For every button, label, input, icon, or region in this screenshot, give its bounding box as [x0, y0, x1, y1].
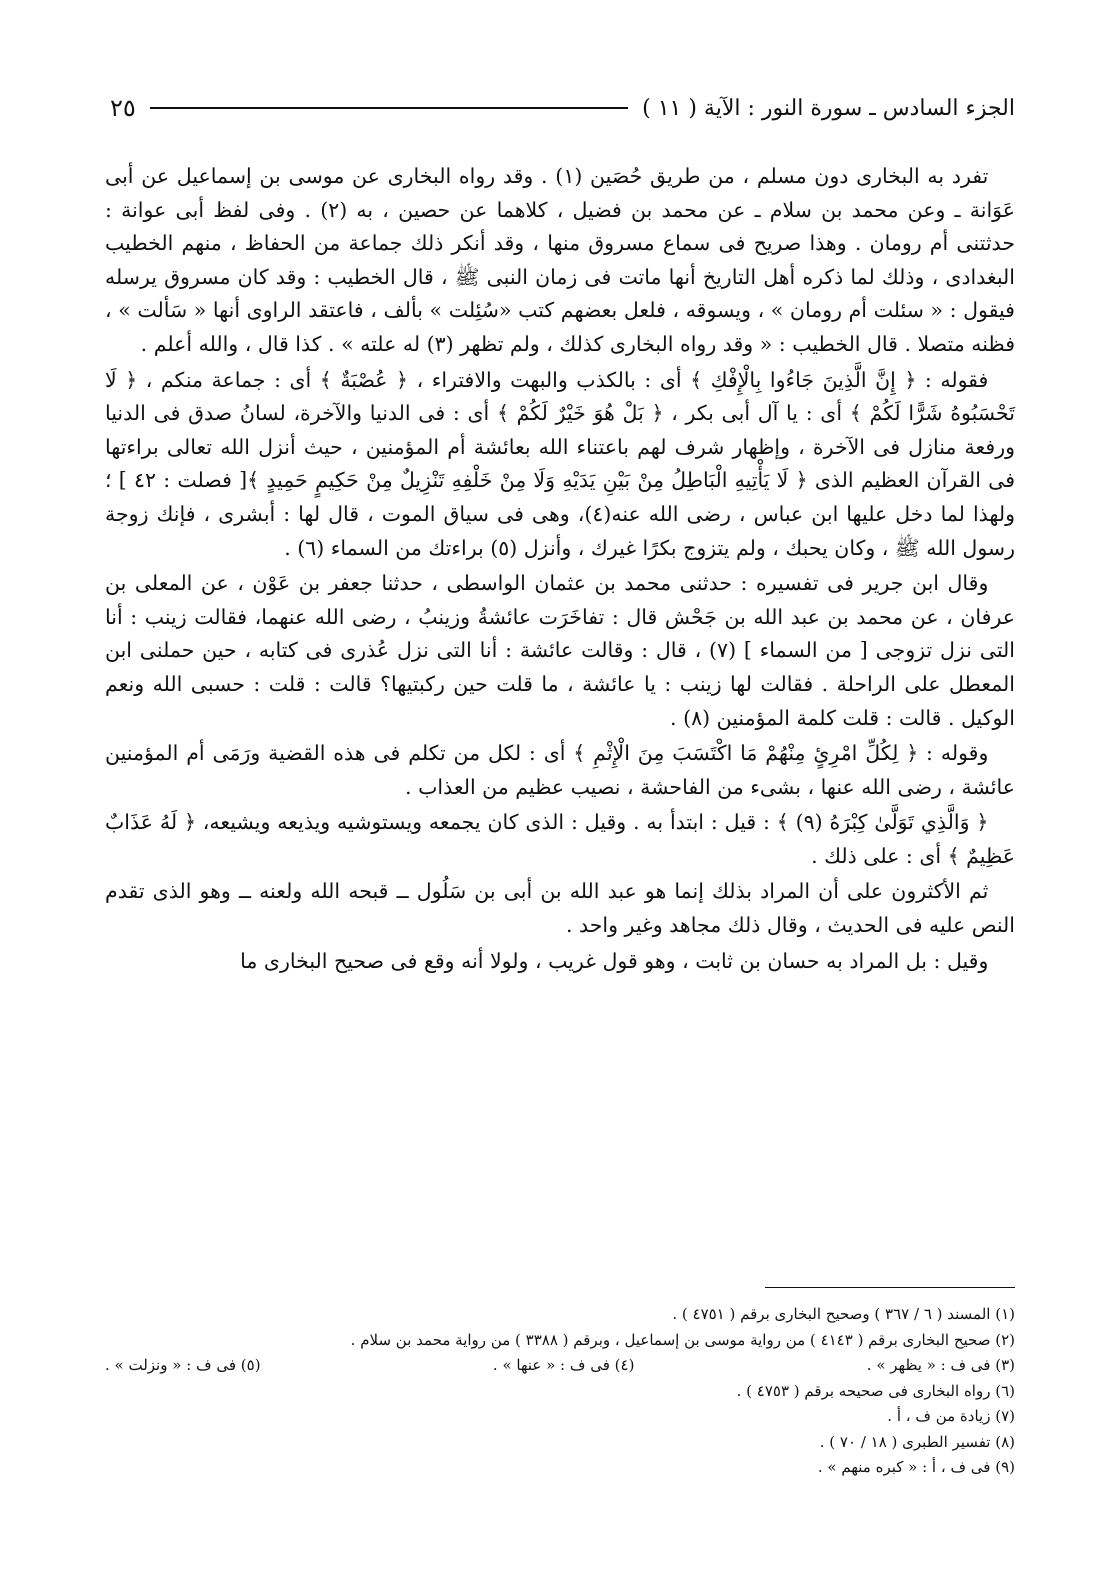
- header-title: الجزء السادس ـ سورة النور : الآية ( ١١ ): [642, 95, 1015, 121]
- paragraph-isnad: تفرد به البخارى دون مسلم ، من طريق حُصَين (١) . وقد رواه البخارى عن موسى بن إسماعيل عن أبى عَوَانة ـ وعن محمد بن سلام ـ عن محمد بن فضيل ، كلاهما عن حصين ، به (٢) . وفى لفظ أبى عوانة : حدثتنى أم رومان . وهذا صريح فى سماع مسروق منها ، وقد أنكر ذلك جماعة من الحفاظ ، منهم الخطيب البغدادى ، وذلك لما ذكره أهل التاريخ أنها ماتت فى زمان النبى ﷺ ، قال الخطيب : وقد كان مسروق يرسله فيقول : « سئلت أم رومان » ، ويسوقه ، فلعل بعضهم كتب «سُئِلت » بألف ، فاعتقد الراوى أنها « سَألت » ، فظنه متصلا . قال الخطيب : « وقد رواه البخارى كذلك ، ولم تظهر (٣) له علته » . كذا قال ، والله أعلم .: [105, 164, 1015, 356]
- paragraph-ifk-explanation: فقوله : ﴿ إِنَّ الَّذِينَ جَاءُوا بِالْإِفْكِ ﴾ أى : بالكذب والبهت والافتراء ، ﴿ عُصْبَةٌ ﴾ أى : جماعة منكم ، ﴿ لَا تَحْسَبُوهُ شَرًّا لَكُمْ ﴾ أى : يا آل أبى بكر ، ﴿ بَلْ هُوَ خَيْرٌ لَكُمْ ﴾ أى : فى الدنيا والآخرة، لسانُ صدق فى الدنيا ورفعة منازل فى الآخرة ، وإظهار شرف لهم باعتناء الله بعائشة أم المؤمنين ، حيث أنزل الله تعالى براءتها فى القرآن العظيم الذى ﴿ لَا يَأْتِيهِ الْبَاطِلُ مِنْ بَيْنِ يَدَيْهِ وَلَا مِنْ خَلْفِهِ تَنْزِيلٌ مِنْ حَكِيمٍ حَمِيدٍ ﴾[ فصلت : ٤٢ ] ؛ ولهذا لما دخل عليها ابن عباس ، رضى الله عنه(٤)، وهى فى سياق الموت ، قال لها : أبشرى ، فإنك زوجة رسول الله ﷺ ، وكان يحبك ، ولم يتزوج بكرًا غيرك ، وأنزل (٥) براءتك من السماء (٦) .: [105, 367, 1016, 560]
- footnote-4: (٤) فى ف : « عنها » .: [492, 1356, 635, 1374]
- paragraph-likulli-imri: وقوله : ﴿ لِكُلِّ امْرِئٍ مِنْهُمْ مَا اكْتَسَبَ مِنَ الْإِثْمِ ﴾ أى : لكل من تكلم فى هذه القضية ورَمَى أم المؤمنين عائشة ، رضى الله عنها ، بشىء من الفاحشة ، نصيب عظيم من العذاب .: [105, 741, 1015, 799]
- header-rule: [150, 107, 628, 109]
- footnotes: [105, 1302, 1015, 1481]
- footnote-2: (٢) صحيح البخارى برقم ( ٤١٤٣ ) من رواية موسى بن إسماعيل ، وبرقم ( ٣٣٨٨ ) من رواية محمد بن سلام .: [350, 1330, 1015, 1349]
- footnote-9: (٩) فى ف ، أ : « كبره منهم » .: [817, 1458, 1015, 1476]
- paragraph-alladhi-tawalla: ﴿ وَالَّذِي تَوَلَّىٰ كِبْرَهُ (٩) ﴾ : قيل : ابتدأ به . وقيل : الذى كان يجمعه ويستوشيه ويذيعه ويشيعه، ﴿ لَهُ عَذَابٌ عَظِيمٌ ﴾ أى : على ذلك .: [105, 810, 1015, 868]
- footnote-row-3-5: [105, 1353, 1015, 1379]
- footnote-7: (٧) زيادة من ف ، أ .: [887, 1407, 1015, 1425]
- paragraph-wa-qila: وقيل : بل المراد به حسان بن ثابت ، وهو قول غريب ، ولولا أنه وقع فى صحيح البخارى ما: [240, 948, 989, 973]
- footnote-1: (١) المسند ( ٦ / ٣٦٧ ) وصحيح البخارى برقم ( ٤٧٥١ ) .: [672, 1305, 1015, 1323]
- paragraph-ibn-jarir: وقال ابن جرير فى تفسيره : حدثنى محمد بن عثمان الواسطى ، حدثنا جعفر بن عَوْن ، عن المعلى بن عرفان ، عن محمد بن عبد الله بن جَحْش قال : تفاخَرَت عائشةُ وزينبُ ، رضى الله عنهما، فقالت زينب : أنا التى نزل تزوجى [ من السماء ] (٧) ، قال : وقالت عائشة : أنا التى نزل عُذرى فى كتابه ، حين حملنى ابن المعطل على الراحلة . فقالت لها زينب : يا عائشة ، ما قلت حين ركبتيها؟ قالت : قلت : حسبى الله ونعم الوكيل . قالت : قلت كلمة المؤمنين (٨) .: [105, 571, 1015, 730]
- footnote-5: (٥) فى ف : « ونزلت » .: [105, 1356, 261, 1374]
- page-number: ٢٥: [110, 94, 136, 122]
- paragraph-akthariyyun: ثم الأكثرون على أن المراد بذلك إنما هو عبد الله بن أبى بن سَلُول ــ قبحه الله ولعنه ــ وهو الذى تقدم النص عليه فى الحديث ، وقال ذلك مجاهد وغير واحد .: [105, 879, 1015, 938]
- footnote-6: (٦) رواه البخارى فى صحيحه برقم ( ٤٧٥٣ ) .: [736, 1381, 1015, 1400]
- footnote-8: (٨) تفسير الطبرى ( ١٨ / ٧٠ ) .: [819, 1432, 1015, 1451]
- footnote-separator: [765, 1287, 1015, 1288]
- running-header: [110, 88, 1015, 128]
- footnote-3: (٣) فى ف : « يظهر » .: [866, 1356, 1015, 1374]
- main-text: [105, 160, 1015, 980]
